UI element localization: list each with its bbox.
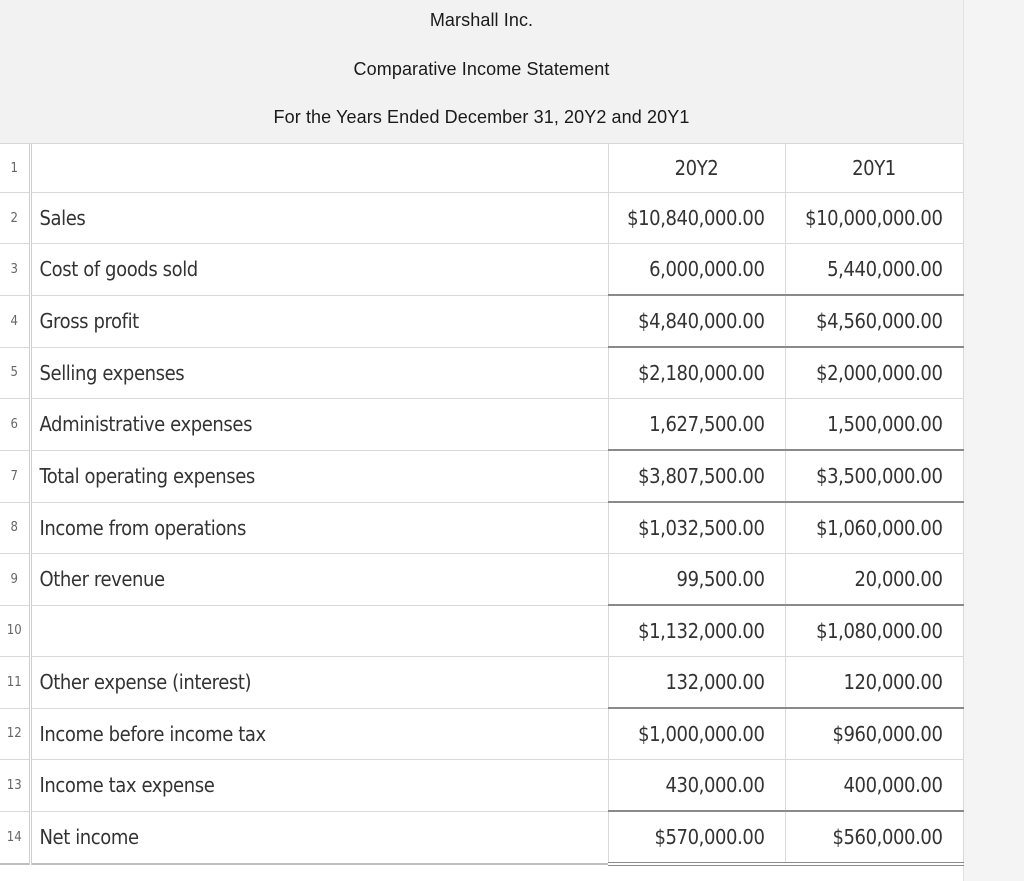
table-row: [0, 605, 963, 657]
row-label[interactable]: Income from operations: [30, 502, 608, 554]
value-20y1[interactable]: 5,440,000.00: [785, 244, 963, 296]
value-20y2[interactable]: $1,032,500.00: [608, 502, 785, 554]
value-20y2[interactable]: 1,627,500.00: [608, 399, 785, 451]
value-20y1[interactable]: $10,000,000.00: [785, 193, 963, 244]
table-row: [0, 811, 963, 864]
value-20y1[interactable]: $1,080,000.00: [785, 605, 963, 657]
row-number: 6: [0, 399, 30, 451]
row-number: 5: [0, 347, 30, 399]
row-number: 14: [0, 811, 30, 864]
row-label[interactable]: Income tax expense: [30, 760, 608, 812]
value-20y2[interactable]: 132,000.00: [608, 657, 785, 709]
statement-title: Comparative Income Statement: [353, 59, 610, 79]
row-label[interactable]: Income before income tax: [30, 708, 608, 760]
value-20y2[interactable]: 6,000,000.00: [608, 244, 785, 296]
income-statement-table: [0, 144, 964, 866]
row-number: 1: [0, 144, 30, 193]
value-20y1[interactable]: $560,000.00: [785, 811, 963, 864]
row-number: 12: [0, 708, 30, 760]
row-number: 2: [0, 193, 30, 244]
table-row: [0, 347, 963, 399]
value-20y1[interactable]: $960,000.00: [785, 708, 963, 760]
value-20y1[interactable]: $2,000,000.00: [785, 347, 963, 399]
row-label[interactable]: [30, 144, 608, 193]
table-row: [0, 295, 963, 347]
row-label[interactable]: Total operating expenses: [30, 450, 608, 502]
table-row: [0, 554, 963, 606]
table-row: [0, 399, 963, 451]
table-row: [0, 144, 963, 193]
row-label[interactable]: Cost of goods sold: [30, 244, 608, 296]
value-20y2[interactable]: $10,840,000.00: [608, 193, 785, 244]
row-label[interactable]: Selling expenses: [30, 347, 608, 399]
table-row: [0, 244, 963, 296]
table-row: [0, 708, 963, 760]
column-header-20y1: 20Y1: [785, 144, 963, 193]
value-20y1[interactable]: 1,500,000.00: [785, 399, 963, 451]
value-20y2[interactable]: $3,807,500.00: [608, 450, 785, 502]
row-number: 4: [0, 295, 30, 347]
value-20y1[interactable]: $3,500,000.00: [785, 450, 963, 502]
value-20y1[interactable]: $4,560,000.00: [785, 295, 963, 347]
value-20y1[interactable]: 120,000.00: [785, 657, 963, 709]
row-label[interactable]: Administrative expenses: [30, 399, 608, 451]
row-number: 8: [0, 502, 30, 554]
row-label[interactable]: Other expense (interest): [30, 657, 608, 709]
value-20y1[interactable]: 400,000.00: [785, 760, 963, 812]
value-20y2[interactable]: $570,000.00: [608, 811, 785, 864]
table-row: [0, 450, 963, 502]
row-number: 7: [0, 450, 30, 502]
statement-period: For the Years Ended December 31, 20Y2 and 20Y1: [273, 107, 690, 127]
value-20y2[interactable]: $1,132,000.00: [608, 605, 785, 657]
value-20y2[interactable]: 99,500.00: [608, 554, 785, 606]
statement-header: [0, 0, 963, 144]
row-number: 13: [0, 760, 30, 812]
table-row: [0, 657, 963, 709]
value-20y2[interactable]: $1,000,000.00: [608, 708, 785, 760]
row-label[interactable]: [30, 605, 608, 657]
row-label[interactable]: Other revenue: [30, 554, 608, 606]
company-name: Marshall Inc.: [429, 10, 534, 30]
value-20y2[interactable]: $2,180,000.00: [608, 347, 785, 399]
row-number: 10: [0, 605, 30, 657]
column-header-20y2: 20Y2: [608, 144, 785, 193]
row-number: 11: [0, 657, 30, 709]
value-20y2[interactable]: $4,840,000.00: [608, 295, 785, 347]
value-20y2[interactable]: 430,000.00: [608, 760, 785, 812]
value-20y1[interactable]: $1,060,000.00: [785, 502, 963, 554]
row-label[interactable]: Gross profit: [30, 295, 608, 347]
table-row: [0, 193, 963, 244]
row-number: 3: [0, 244, 30, 296]
table-row: [0, 760, 963, 812]
row-label[interactable]: Net income: [30, 811, 608, 864]
value-20y1[interactable]: 20,000.00: [785, 554, 963, 606]
table-row: [0, 502, 963, 554]
row-label[interactable]: Sales: [30, 193, 608, 244]
row-number: 9: [0, 554, 30, 606]
right-gutter: [963, 0, 1024, 881]
